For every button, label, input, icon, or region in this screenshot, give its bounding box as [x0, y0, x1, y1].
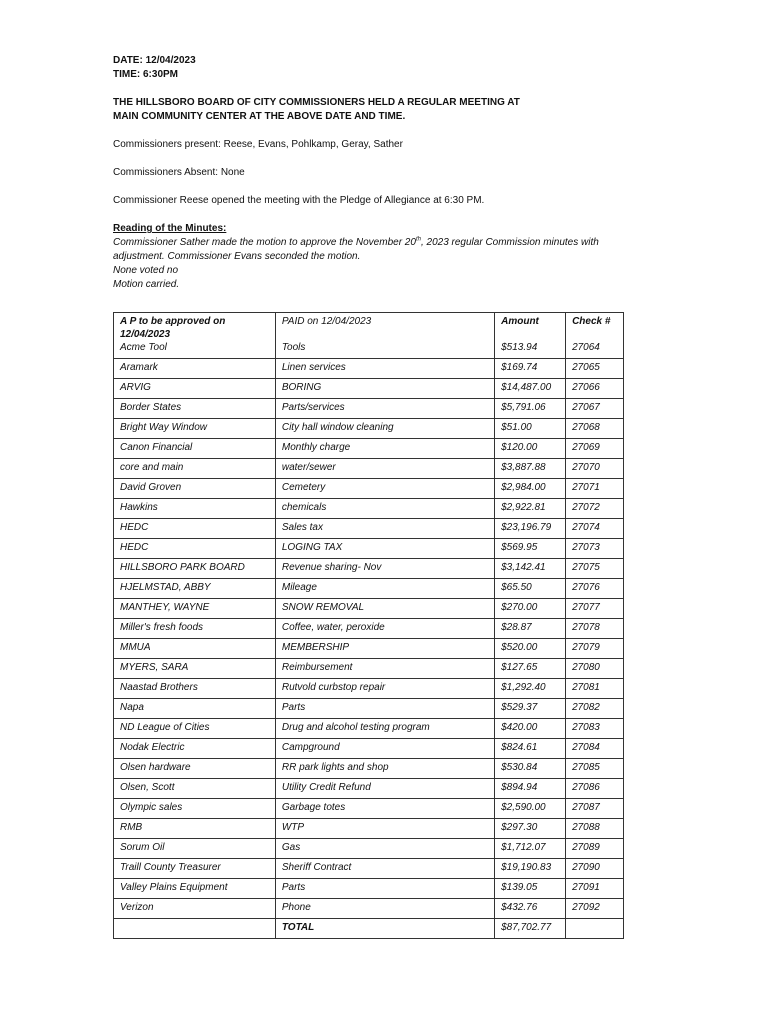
amount-cell: $529.37 — [495, 699, 566, 719]
amount-cell: $127.65 — [495, 659, 566, 679]
vendor-cell: Hawkins — [114, 499, 276, 519]
vendor-cell: Olsen, Scott — [114, 779, 276, 799]
table-row — [114, 839, 624, 859]
table-row — [114, 459, 624, 479]
check-cell: 27089 — [566, 839, 624, 859]
minutes-motion-line-2: adjustment. Commissioner Evans seconded the motion. — [113, 251, 361, 262]
first-vendor: Acme Tool — [120, 342, 167, 353]
vendor-cell: HEDC — [114, 539, 276, 559]
table-row — [114, 819, 624, 839]
description-cell: Sheriff Contract — [275, 859, 494, 879]
description-cell: Drug and alcohol testing program — [275, 719, 494, 739]
commissioners-absent: Commissioners Absent: None — [113, 167, 245, 178]
meeting-opening: Commissioner Reese opened the meeting with the Pledge of Allegiance at 6:30 PM. — [113, 195, 485, 206]
amount-cell: $530.84 — [495, 759, 566, 779]
table-row — [114, 479, 624, 499]
description-cell: BORING — [275, 379, 494, 399]
check-cell: 27076 — [566, 579, 624, 599]
amount-cell: $23,196.79 — [495, 519, 566, 539]
ap-approval-table — [113, 312, 624, 939]
table-row — [114, 599, 624, 619]
check-cell: 27073 — [566, 539, 624, 559]
table-row — [114, 899, 624, 919]
amount-cell: $894.94 — [495, 779, 566, 799]
check-cell: 27092 — [566, 899, 624, 919]
description-cell: City hall window cleaning — [275, 419, 494, 439]
vendor-cell: Miller's fresh foods — [114, 619, 276, 639]
description-cell: Revenue sharing- Nov — [275, 559, 494, 579]
total-blank-check — [566, 919, 624, 939]
check-cell: 27090 — [566, 859, 624, 879]
meeting-date: DATE: 12/04/2023 — [113, 55, 196, 66]
check-cell: 27065 — [566, 359, 624, 379]
check-cell: 27070 — [566, 459, 624, 479]
vendor-cell: MMUA — [114, 639, 276, 659]
first-check: 27064 — [572, 342, 600, 353]
amount-cell: $420.00 — [495, 719, 566, 739]
description-cell: Sales tax — [275, 519, 494, 539]
vendor-cell: Bright Way Window — [114, 419, 276, 439]
table-row — [114, 699, 624, 719]
amount-cell: $1,712.07 — [495, 839, 566, 859]
description-cell: Cemetery — [275, 479, 494, 499]
table-row — [114, 439, 624, 459]
description-cell: WTP — [275, 819, 494, 839]
vendor-cell: RMB — [114, 819, 276, 839]
table-row — [114, 639, 624, 659]
vendor-cell: core and main — [114, 459, 276, 479]
check-cell: 27087 — [566, 799, 624, 819]
vendor-cell: Sorum Oil — [114, 839, 276, 859]
check-cell: 27077 — [566, 599, 624, 619]
table-header-row — [114, 313, 624, 359]
vendor-cell: Napa — [114, 699, 276, 719]
check-cell: 27081 — [566, 679, 624, 699]
table-row — [114, 659, 624, 679]
check-cell: 27088 — [566, 819, 624, 839]
amount-cell: $2,984.00 — [495, 479, 566, 499]
vendor-cell: HJELMSTAD, ABBY — [114, 579, 276, 599]
minutes-result: Motion carried. — [113, 279, 180, 290]
meeting-time: TIME: 6:30PM — [113, 69, 179, 80]
check-cell: 27080 — [566, 659, 624, 679]
header-vendor: A P to be approved on 12/04/2023 Acme Tool — [114, 313, 276, 359]
minutes-document — [113, 54, 623, 292]
table-row — [114, 379, 624, 399]
vendor-cell: ARVIG — [114, 379, 276, 399]
table-row — [114, 619, 624, 639]
vendor-cell: MANTHEY, WAYNE — [114, 599, 276, 619]
amount-cell: $270.00 — [495, 599, 566, 619]
table-row — [114, 799, 624, 819]
table-row — [114, 559, 624, 579]
amount-cell: $3,887.88 — [495, 459, 566, 479]
description-cell: SNOW REMOVAL — [275, 599, 494, 619]
amount-cell: $3,142.41 — [495, 559, 566, 579]
check-cell: 27082 — [566, 699, 624, 719]
amount-cell: $28.87 — [495, 619, 566, 639]
check-cell: 27075 — [566, 559, 624, 579]
amount-cell: $14,487.00 — [495, 379, 566, 399]
check-cell: 27066 — [566, 379, 624, 399]
check-cell: 27079 — [566, 639, 624, 659]
table-row — [114, 499, 624, 519]
table-row — [114, 579, 624, 599]
amount-cell: $569.95 — [495, 539, 566, 559]
amount-cell: $169.74 — [495, 359, 566, 379]
vendor-cell: HEDC — [114, 519, 276, 539]
amount-cell: $824.61 — [495, 739, 566, 759]
amount-cell: $139.05 — [495, 879, 566, 899]
check-cell: 27074 — [566, 519, 624, 539]
vendor-cell: HILLSBORO PARK BOARD — [114, 559, 276, 579]
amount-cell: $5,791.06 — [495, 399, 566, 419]
description-cell: Garbage totes — [275, 799, 494, 819]
check-cell: 27078 — [566, 619, 624, 639]
header-paid: PAID on 12/04/2023 Tools — [275, 313, 494, 359]
table-row — [114, 419, 624, 439]
table-row — [114, 759, 624, 779]
table-row — [114, 879, 624, 899]
table-row — [114, 539, 624, 559]
total-blank — [114, 919, 276, 939]
vendor-cell: Nodak Electric — [114, 739, 276, 759]
description-cell: MEMBERSHIP — [275, 639, 494, 659]
first-amount: $513.94 — [501, 342, 538, 353]
description-cell: chemicals — [275, 499, 494, 519]
amount-cell: $432.76 — [495, 899, 566, 919]
vendor-cell: Valley Plains Equipment — [114, 879, 276, 899]
description-cell: RR park lights and shop — [275, 759, 494, 779]
vendor-cell: Naastad Brothers — [114, 679, 276, 699]
table-row — [114, 359, 624, 379]
check-cell: 27086 — [566, 779, 624, 799]
check-cell: 27084 — [566, 739, 624, 759]
header-amount: Amount $513.94 — [495, 313, 566, 359]
commissioners-present: Commissioners present: Reese, Evans, Pohlkamp, Geray, Sather — [113, 139, 403, 150]
intro-line-2: MAIN COMMUNITY CENTER AT THE ABOVE DATE AND TIME. — [113, 111, 406, 122]
total-row — [114, 919, 624, 939]
amount-cell: $2,922.81 — [495, 499, 566, 519]
check-cell: 27083 — [566, 719, 624, 739]
description-cell: Utility Credit Refund — [275, 779, 494, 799]
description-cell: Parts — [275, 699, 494, 719]
vendor-cell: Canon Financial — [114, 439, 276, 459]
vendor-cell: Verizon — [114, 899, 276, 919]
description-cell: water/sewer — [275, 459, 494, 479]
description-cell: Linen services — [275, 359, 494, 379]
vendor-cell: ND League of Cities — [114, 719, 276, 739]
amount-cell: $2,590.00 — [495, 799, 566, 819]
description-cell: Rutvold curbstop repair — [275, 679, 494, 699]
table-row — [114, 779, 624, 799]
description-cell: Campground — [275, 739, 494, 759]
description-cell: Gas — [275, 839, 494, 859]
check-cell: 27069 — [566, 439, 624, 459]
vendor-cell: MYERS, SARA — [114, 659, 276, 679]
table-row — [114, 719, 624, 739]
amount-cell: $520.00 — [495, 639, 566, 659]
vendor-cell: Border States — [114, 399, 276, 419]
vendor-cell: Olsen hardware — [114, 759, 276, 779]
table-row — [114, 399, 624, 419]
description-cell: Parts/services — [275, 399, 494, 419]
amount-cell: $297.30 — [495, 819, 566, 839]
description-cell: Coffee, water, peroxide — [275, 619, 494, 639]
table-row — [114, 519, 624, 539]
description-cell: Mileage — [275, 579, 494, 599]
minutes-motion: Commissioner Sather made the motion to approve the November 20th, 2023 regular Commission minutes with — [113, 236, 599, 248]
check-cell: 27072 — [566, 499, 624, 519]
intro-line-1: THE HILLSBORO BOARD OF CITY COMMISSIONERS HELD A REGULAR MEETING AT — [113, 97, 520, 108]
description-cell: Monthly charge — [275, 439, 494, 459]
first-desc: Tools — [281, 342, 306, 353]
total-amount: $87,702.77 — [495, 919, 566, 939]
description-cell: Phone — [275, 899, 494, 919]
minutes-heading: Reading of the Minutes: — [113, 223, 227, 234]
description-cell: Reimbursement — [275, 659, 494, 679]
table-row — [114, 739, 624, 759]
check-cell: 27068 — [566, 419, 624, 439]
amount-cell: $120.00 — [495, 439, 566, 459]
description-cell: LOGING TAX — [275, 539, 494, 559]
amount-cell: $1,292.40 — [495, 679, 566, 699]
amount-cell: $19,190.83 — [495, 859, 566, 879]
check-cell: 27091 — [566, 879, 624, 899]
table-row — [114, 679, 624, 699]
minutes-vote: None voted no — [113, 265, 179, 276]
description-cell: Parts — [275, 879, 494, 899]
check-cell: 27085 — [566, 759, 624, 779]
vendor-cell: Olympic sales — [114, 799, 276, 819]
total-label: TOTAL — [275, 919, 494, 939]
table-row — [114, 859, 624, 879]
amount-cell: $51.00 — [495, 419, 566, 439]
check-cell: 27067 — [566, 399, 624, 419]
vendor-cell: Traill County Treasurer — [114, 859, 276, 879]
vendor-cell: David Groven — [114, 479, 276, 499]
amount-cell: $65.50 — [495, 579, 566, 599]
check-cell: 27071 — [566, 479, 624, 499]
vendor-cell: Aramark — [114, 359, 276, 379]
header-check: Check # 27064 — [566, 313, 624, 359]
